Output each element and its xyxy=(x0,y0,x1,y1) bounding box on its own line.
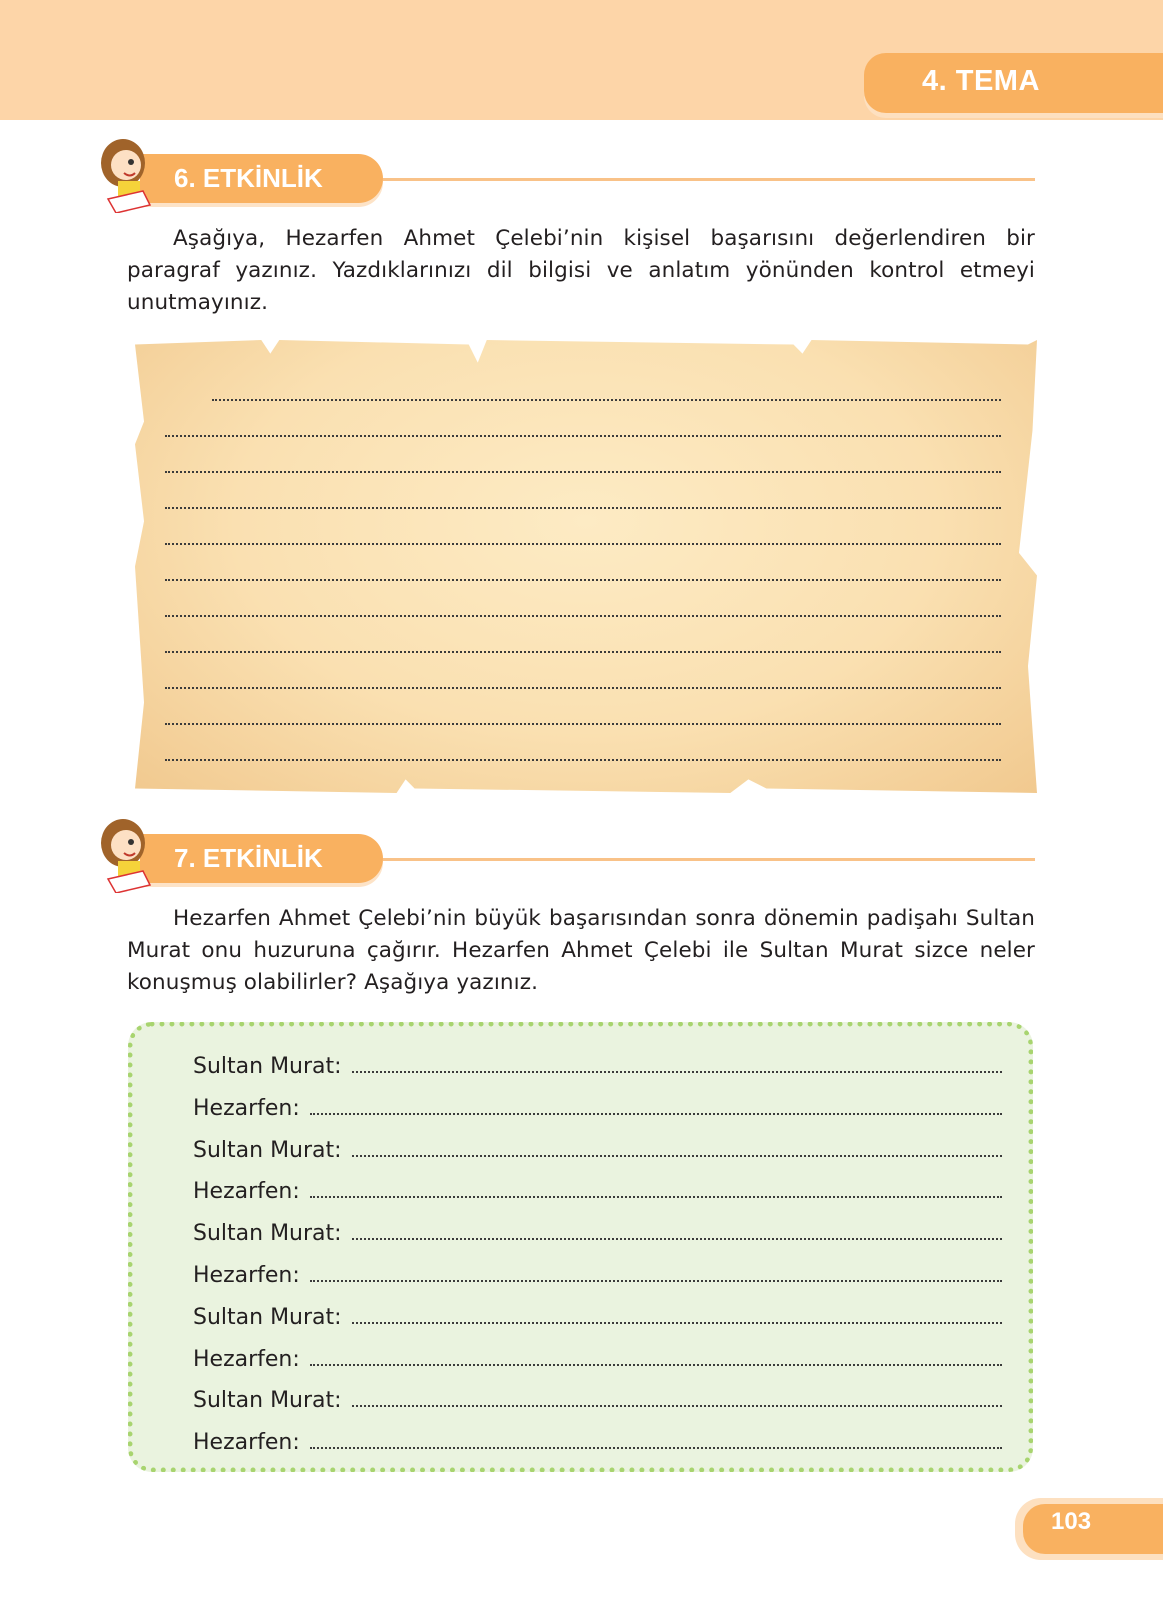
answer-line[interactable] xyxy=(352,1155,1002,1157)
dialogue-row xyxy=(193,1342,1002,1372)
activity6-title: 6. ETKİNLİK xyxy=(174,163,323,193)
speaker-label: Hezarfen: xyxy=(193,1095,300,1121)
writing-line[interactable] xyxy=(165,650,1001,653)
activity6-instruction: Aşağıya, Hezarfen Ahmet Çelebi’nin kişisel başarısını değerlendiren bir paragraf yazınız. Yazdıklarınızı dil bilgisi ve anlatım yönünden kontrol etmeyi unutmayınız. xyxy=(127,226,1035,315)
theme-tab xyxy=(864,53,1163,113)
speaker-label: Sultan Murat: xyxy=(193,1304,342,1330)
activity6-title-pill xyxy=(140,154,383,203)
answer-line[interactable] xyxy=(310,1196,1002,1198)
dialogue-row xyxy=(193,1091,1002,1121)
speaker-label: Sultan Murat: xyxy=(193,1137,342,1163)
dialogue-row xyxy=(193,1300,1002,1330)
speaker-label: Hezarfen: xyxy=(193,1263,300,1288)
writing-line[interactable] xyxy=(165,614,1001,617)
speaker-label: Sultan Murat: xyxy=(193,1388,342,1414)
speaker-label: Sultan Murat: xyxy=(193,1054,342,1079)
speaker-label: Hezarfen: xyxy=(193,1430,300,1456)
answer-line[interactable] xyxy=(310,1280,1002,1282)
speaker-label: Sultan Murat: xyxy=(193,1221,342,1247)
dialogue-row xyxy=(193,1258,1002,1288)
answer-line[interactable] xyxy=(352,1071,1002,1073)
answer-line[interactable] xyxy=(310,1364,1002,1366)
speaker-label: Hezarfen: xyxy=(193,1179,300,1205)
writing-line[interactable] xyxy=(165,542,1001,545)
page-number-tab xyxy=(1015,1498,1163,1560)
writing-line[interactable] xyxy=(212,398,1001,401)
writing-line[interactable] xyxy=(165,578,1001,581)
parchment-writing-area[interactable] xyxy=(135,340,1037,793)
writing-line[interactable] xyxy=(165,434,1001,437)
answer-line[interactable] xyxy=(352,1322,1002,1324)
dialogue-row xyxy=(193,1174,1002,1204)
answer-line[interactable] xyxy=(310,1447,1002,1449)
dialogue-box xyxy=(128,1022,1033,1472)
activity7-header xyxy=(88,813,1038,893)
activity6-header xyxy=(88,133,1038,213)
dialogue-row xyxy=(193,1383,1002,1413)
girl-mascot-icon xyxy=(88,133,168,213)
activity7-title: 7. ETKİNLİK xyxy=(174,843,323,873)
writing-line[interactable] xyxy=(165,686,1001,689)
writing-line[interactable] xyxy=(165,758,1001,761)
girl-mascot-icon xyxy=(88,813,168,893)
writing-line[interactable] xyxy=(165,506,1001,509)
dialogue-row xyxy=(193,1425,1002,1455)
activity7-instruction: Hezarfen Ahmet Çelebi’nin büyük başarısından sonra dönemin padişahı Sultan Murat onu huzuruna çağırır. Hezarfen Ahmet Çelebi ile Sultan Murat sizce neler konuşmuş olabilirler? Aşağıya yazınız. xyxy=(127,906,1035,995)
page-number: 103 xyxy=(1051,1508,1092,1535)
divider xyxy=(383,858,1035,861)
dialogue-row xyxy=(193,1049,1002,1079)
speaker-label: Hezarfen: xyxy=(193,1346,300,1372)
answer-line[interactable] xyxy=(352,1238,1002,1240)
answer-line[interactable] xyxy=(310,1113,1002,1115)
writing-line[interactable] xyxy=(165,722,1001,725)
divider xyxy=(383,178,1035,181)
dialogue-row xyxy=(193,1216,1002,1246)
activity7-title-pill xyxy=(140,834,383,883)
theme-label: 4. TEMA xyxy=(922,65,1040,97)
dialogue-row xyxy=(193,1133,1002,1163)
answer-line[interactable] xyxy=(352,1405,1002,1407)
writing-line[interactable] xyxy=(165,470,1001,473)
